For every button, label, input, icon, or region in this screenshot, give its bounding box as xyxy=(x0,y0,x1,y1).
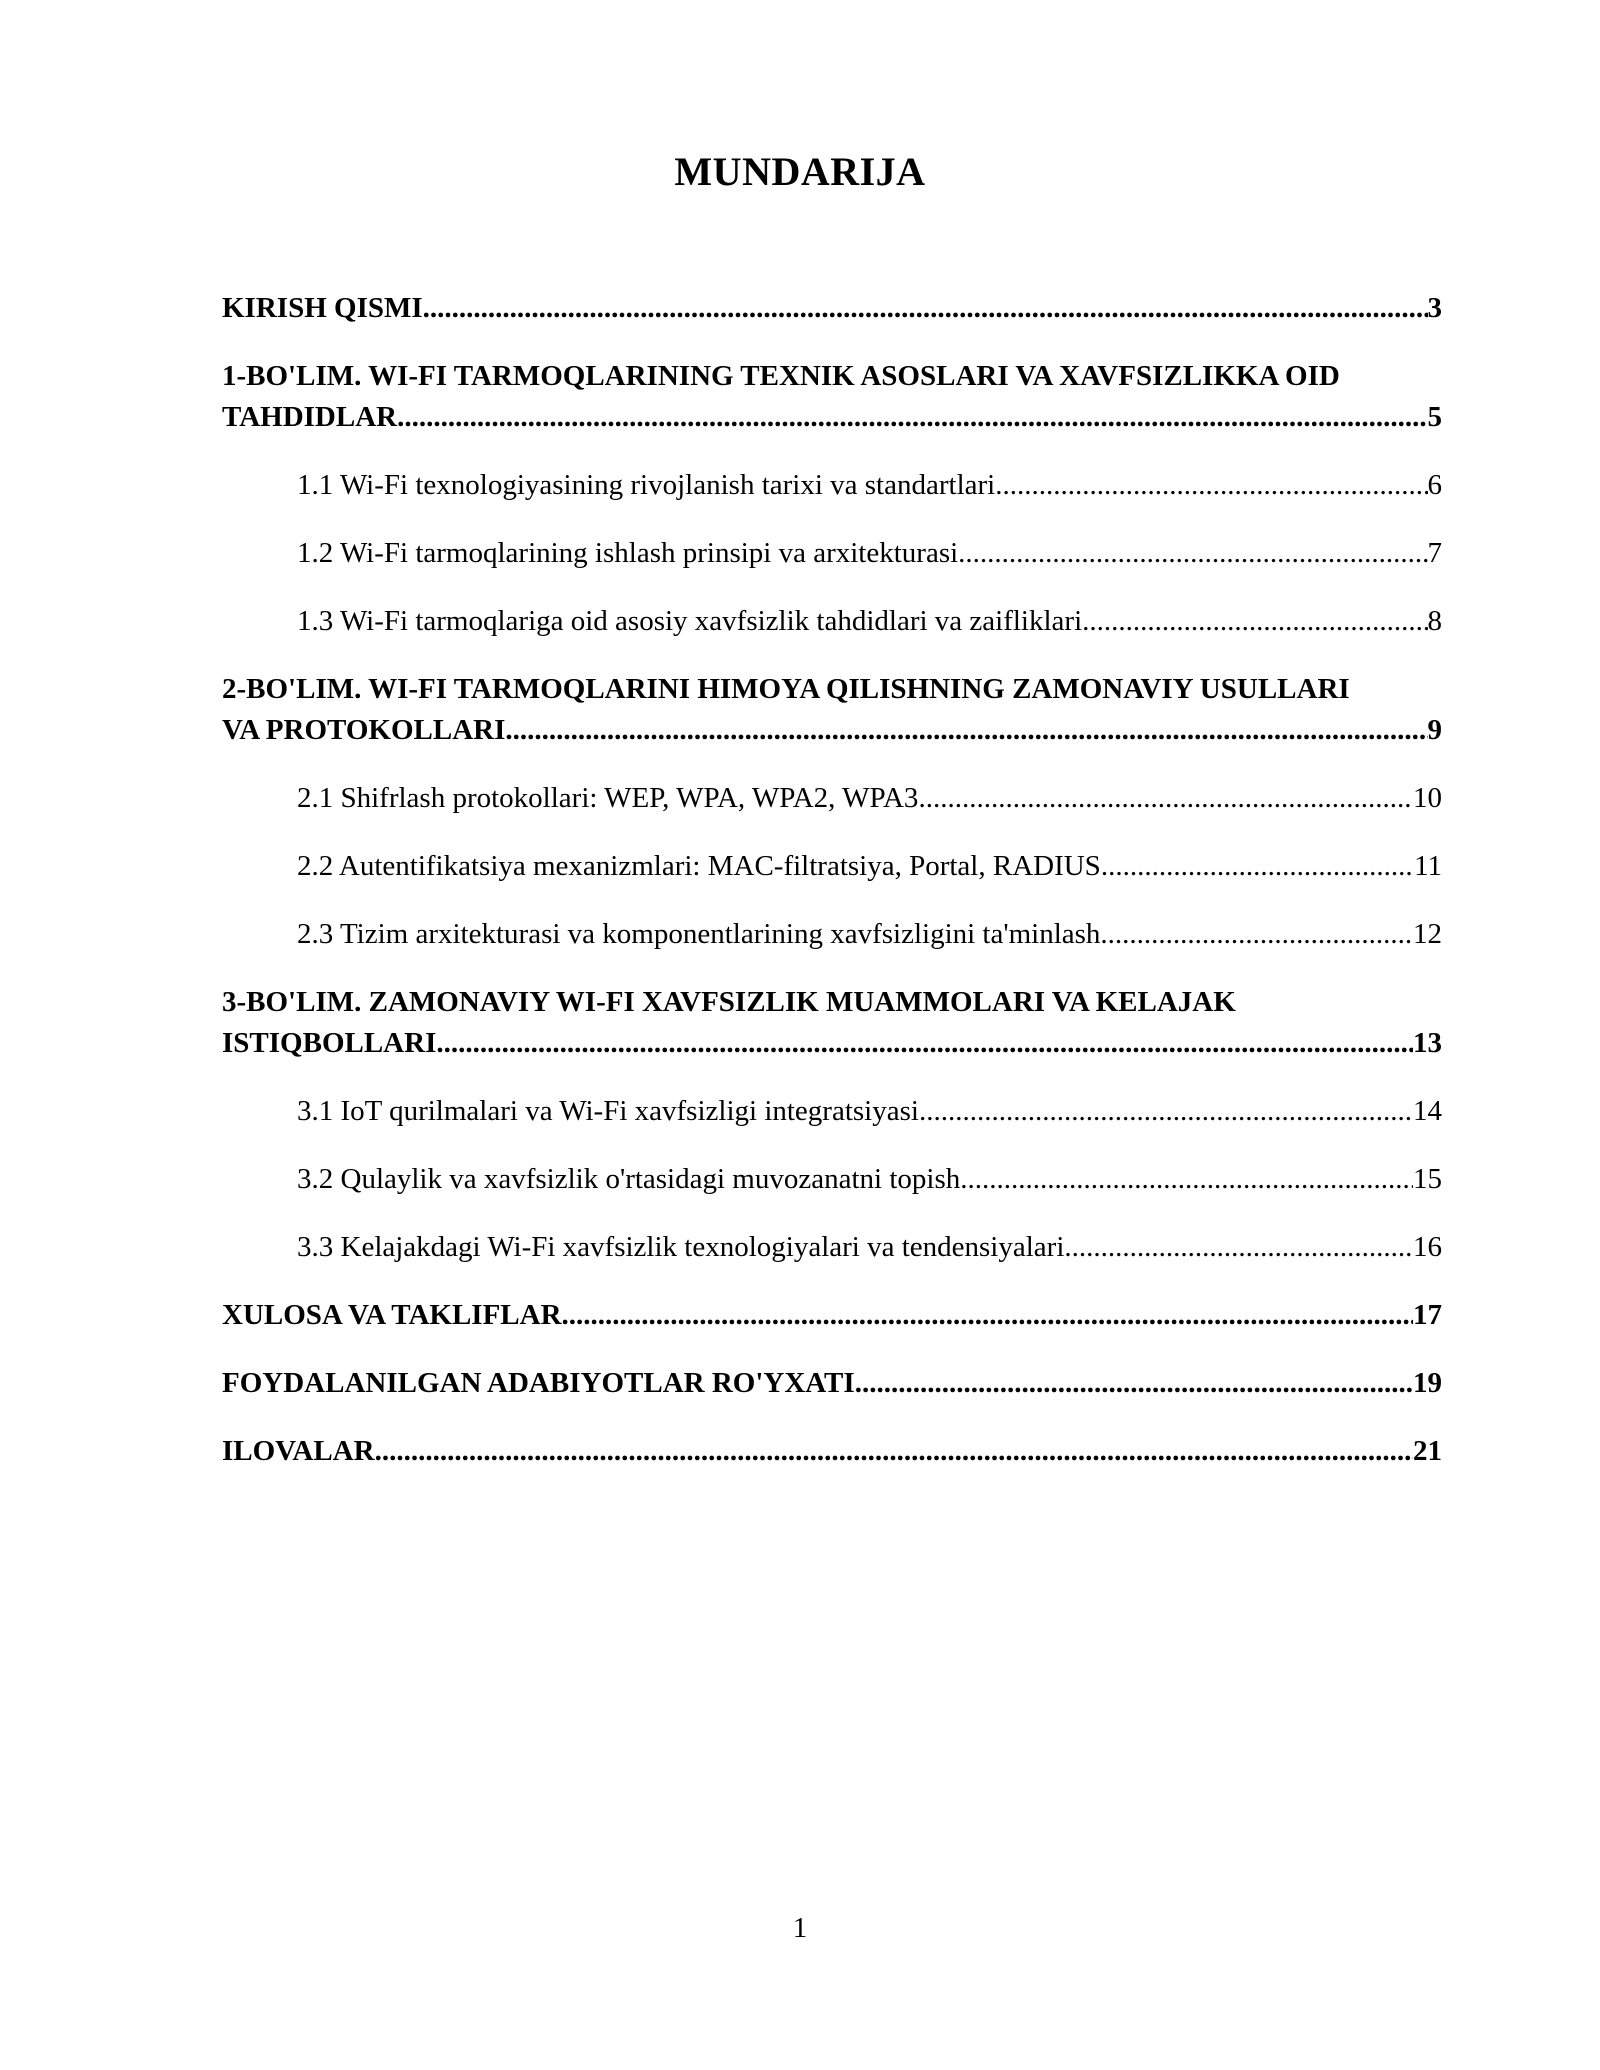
toc-entry-page: 8 xyxy=(1427,605,1442,637)
toc-entry-conclusion[interactable] xyxy=(222,1295,1442,1336)
toc-entry-appendices[interactable] xyxy=(222,1431,1442,1472)
dot-leader xyxy=(960,1159,1413,1200)
toc-entry-label: 2.3 Tizim arxitekturasi va komponentlarining xavfsizligini ta'minlash xyxy=(297,918,1101,950)
dot-leader xyxy=(918,778,1413,819)
dot-leader xyxy=(1100,914,1413,955)
dot-leader xyxy=(1082,601,1427,642)
toc-entry-1-2[interactable] xyxy=(222,533,1442,574)
toc-entry-page: 11 xyxy=(1414,850,1442,882)
toc-entry-page: 17 xyxy=(1413,1299,1442,1331)
dot-leader xyxy=(995,465,1427,506)
toc-entry-1-3[interactable] xyxy=(222,601,1442,642)
toc-entry-page: 7 xyxy=(1427,537,1442,569)
toc-entry-label: 1.2 Wi-Fi tarmoqlarining ishlash prinsipi va arxitekturasi xyxy=(297,537,959,569)
toc-entry-label: KIRISH QISMI xyxy=(222,292,423,324)
toc-entry-label: 3.1 IoT qurilmalari va Wi-Fi xavfsizligi integratsiyasi xyxy=(297,1095,919,1127)
toc-entry-3-1[interactable] xyxy=(222,1091,1442,1132)
dot-leader xyxy=(919,1091,1413,1132)
toc-entry-label: 2.1 Shifrlash protokollari: WEP, WPA, WPA2, WPA3 xyxy=(297,782,919,814)
dot-leader xyxy=(375,1431,1413,1472)
dot-leader xyxy=(436,1023,1413,1064)
dot-leader xyxy=(1064,1227,1413,1268)
toc-entry-page: 14 xyxy=(1413,1095,1442,1127)
toc-entry-page: 16 xyxy=(1413,1231,1442,1263)
toc-entry-label: 2.2 Autentifikatsiya mexanizmlari: MAC-filtratsiya, Portal, RADIUS xyxy=(297,850,1101,882)
toc-entry-1-1[interactable] xyxy=(222,465,1442,506)
toc-entry-page: 6 xyxy=(1427,469,1442,501)
toc-entry-page: 15 xyxy=(1413,1163,1442,1195)
toc-entry-section-1[interactable] xyxy=(222,356,1442,438)
page-title: MUNDARIJA xyxy=(674,149,926,194)
toc-entry-label: VA PROTOKOLLARI xyxy=(222,714,506,746)
toc-entry-page: 3 xyxy=(1427,292,1442,324)
dot-leader xyxy=(855,1363,1413,1404)
toc-entry-page: 19 xyxy=(1413,1367,1442,1399)
toc-entry-3-2[interactable] xyxy=(222,1159,1442,1200)
toc-entry-page: 10 xyxy=(1413,782,1442,814)
toc-entry-label: ILOVALAR xyxy=(222,1435,375,1467)
toc-entry-3-3[interactable] xyxy=(222,1227,1442,1268)
toc-entry-label: 3.2 Qulaylik va xavfsizlik o'rtasidagi muvozanatni topish xyxy=(297,1163,961,1195)
toc-entry-references[interactable] xyxy=(222,1363,1442,1404)
dot-leader xyxy=(423,288,1428,329)
toc-entry-page: 13 xyxy=(1413,1027,1442,1059)
toc-entry-label-line1: 1-BO'LIM. WI-FI TARMOQLARINING TEXNIK ASOSLARI VA XAVFSIZLIKKA OID xyxy=(222,360,1340,392)
toc-entry-page: 21 xyxy=(1413,1435,1442,1467)
toc-entry-label: 1.1 Wi-Fi texnologiyasining rivojlanish tarixi va standartlari xyxy=(297,469,996,501)
toc-entry-section-3[interactable] xyxy=(222,982,1442,1064)
dot-leader xyxy=(397,397,1427,438)
dot-leader xyxy=(958,533,1427,574)
toc-entry-label: TAHDIDLAR xyxy=(222,401,398,433)
toc-entry-label-line1: 2-BO'LIM. WI-FI TARMOQLARINI HIMOYA QILISHNING ZAMONAVIY USULLARI xyxy=(222,673,1350,705)
dot-leader xyxy=(1101,846,1414,887)
toc-entry-introduction[interactable] xyxy=(222,288,1442,329)
toc-entry-2-2[interactable] xyxy=(222,846,1442,887)
toc-entry-label: XULOSA VA TAKLIFLAR xyxy=(222,1299,562,1331)
toc-entry-page: 5 xyxy=(1427,401,1442,433)
page-number: 1 xyxy=(792,1912,808,1944)
toc-entry-label: FOYDALANILGAN ADABIYOTLAR RO'YXATI xyxy=(222,1367,855,1399)
toc-entry-label: 1.3 Wi-Fi tarmoqlariga oid asosiy xavfsizlik tahdidlari va zaifliklari xyxy=(297,605,1083,637)
toc-entry-page: 9 xyxy=(1427,714,1442,746)
toc-entry-label-line1: 3-BO'LIM. ZAMONAVIY WI-FI XAVFSIZLIK MUAMMOLARI VA KELAJAK xyxy=(222,986,1236,1018)
dot-leader xyxy=(562,1295,1413,1336)
toc-entry-page: 12 xyxy=(1413,918,1442,950)
toc-entry-label: ISTIQBOLLARI xyxy=(222,1027,437,1059)
dot-leader xyxy=(505,710,1427,751)
toc-entry-label: 3.3 Kelajakdagi Wi-Fi xavfsizlik texnologiyalari va tendensiyalari xyxy=(297,1231,1065,1263)
toc-entry-2-1[interactable] xyxy=(222,778,1442,819)
toc-entry-section-2[interactable] xyxy=(222,669,1442,751)
table-of-contents xyxy=(222,288,1442,1472)
toc-entry-2-3[interactable] xyxy=(222,914,1442,955)
